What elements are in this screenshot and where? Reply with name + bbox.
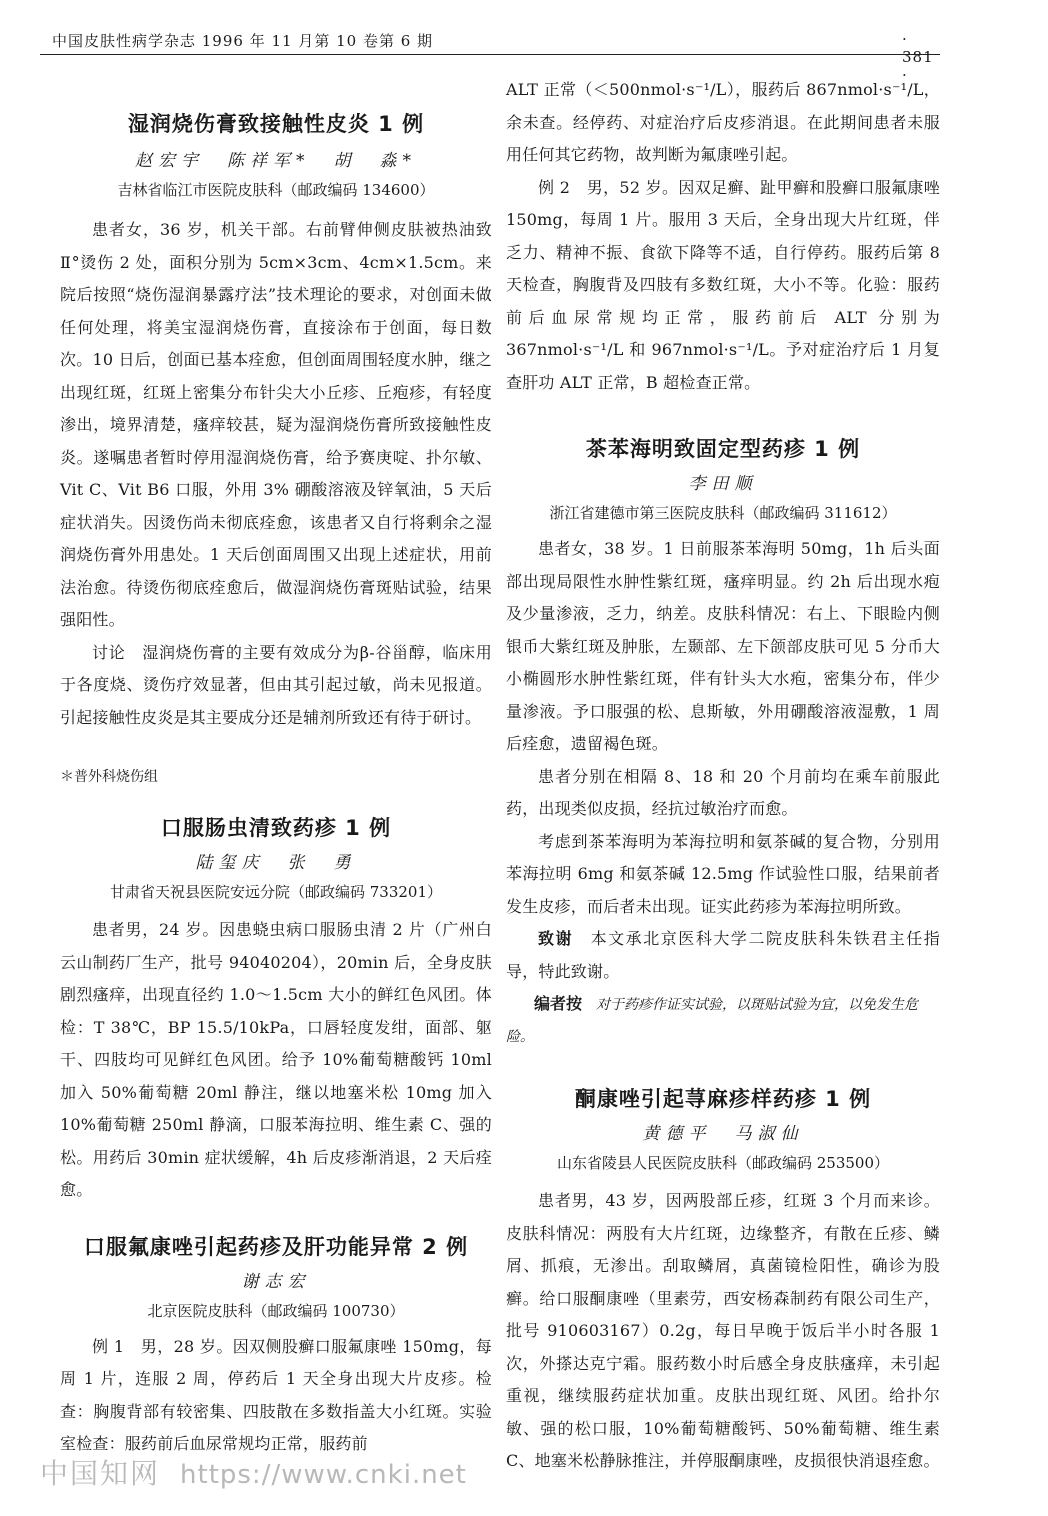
article-affiliation: 甘肃省天祝县医院安远分院（邮政编码 733201） [109, 883, 443, 901]
page-number: · 381 · [902, 30, 934, 84]
article-affiliation: 山东省陵县人民医院皮肤科（邮政编码 253500） [556, 1154, 890, 1172]
article-title: 酮康唑引起荨麻疹样药疹 1 例 [574, 1087, 872, 1111]
article-title: 口服氟康唑引起药疹及肝功能异常 2 例 [83, 1234, 469, 1259]
editor-note [506, 988, 940, 1053]
article-authors: 黄德平 马淑仙 [642, 1124, 804, 1144]
article-authors: 陆玺庆 张 勇 [195, 853, 357, 873]
article-dimenhydrinate-fixed-eruption [506, 433, 940, 1053]
article-paragraph: 考虑到茶苯海明为苯海拉明和氨茶碱的复合物，分别用苯海拉明 6mg 和氨茶碱 12.5mg 作试验性口服，结果前者发生皮疹，而后者未出现。证实此药疹为苯海拉明所致。 [506, 831, 940, 916]
article-paragraph: 讨论 湿润烧伤膏的主要有效成分为β-谷甾醇，临床用于各度烧、烫伤疗效显著，但由其引起过敏，尚未见报道。引起接触性皮炎是其主要成分还是辅剂所致还有待于研讨。 [60, 642, 492, 727]
article-authors: 谢志宏 [241, 1271, 311, 1292]
article-contact-dermatitis [60, 108, 492, 786]
cnki-watermark [40, 1452, 467, 1492]
left-column [60, 70, 492, 1461]
article-paragraph: 患者女，38 岁。1 日前服茶苯海明 50mg，1h 后头面部出现局限性水肿性紫红斑，瘙痒明显。约 2h 后出现水疱及少量渗液，乏力，纳差。皮肤科情况：右上、下眼睑内侧银币大紫红斑及肿胀，左颞部、左下颌部皮肤可见 5 分币大小椭圆形水肿性紫红斑，伴有针头大水疱，密集分布，伴少量渗液。予口服强的松、息斯敏，外用硼酸溶液湿敷，1 周后痊愈，遗留褐色斑。 [506, 539, 940, 753]
running-header [40, 26, 940, 84]
article-title: 湿润烧伤膏致接触性皮炎 1 例 [127, 112, 425, 136]
article-affiliation: 吉林省临江市医院皮肤科（邮政编码 134600） [117, 181, 435, 199]
article-affiliation: 浙江省建德市第三医院皮肤科（邮政编码 311612） [549, 504, 897, 522]
article-paragraph: 患者女，36 岁，机关干部。右前臂伸侧皮肤被热油致Ⅱ°烫伤 2 处，面积分别为 5cm×3cm、4cm×1.5cm。来院后按照“烧伤湿润暴露疗法”技术理论的要求，对创面未做任何处理，将美宝湿润烧伤膏，直接涂布于创面，每日数次。10 日后，创面已基本痊愈，但创面周围轻度水肿，继之出现红斑，红斑上密集分布针尖大小丘疹、丘疱疹，有轻度渗出，境界清楚，瘙痒较甚，疑为湿润烧伤膏所致接触性皮炎。遂嘱患者暂时停用湿润烧伤膏，给予赛庚啶、扑尔敏、Vit C、Vit B6 口服，外用 3% 硼酸溶液及锌氧油，5 天后症状消失。因烫伤尚未彻底痊愈，该患者又自行将剩余之湿润烧伤膏外用患处。1 天后创面周围又出现上述症状，用前法治愈。待烫伤彻底痊愈后，做湿润烧伤膏斑贴试验，结果强阳性。 [60, 220, 492, 629]
editor-note-lead: 编者按 [534, 994, 583, 1013]
watermark-brand: 中国知网 [40, 1457, 161, 1490]
footnote: ＊普外科烧伤组 [60, 769, 158, 785]
article-affiliation: 北京医院皮肤科（邮政编码 100730） [147, 1301, 405, 1320]
article-paragraph: ALT 正常（＜500nmol·s⁻¹/L），服药后 867nmol·s⁻¹/L，余未查。经停药、对症治疗后皮疹消退。在此期间患者未服用任何其它药物，故判断为氟康唑引起。 [506, 80, 940, 164]
article-fluconazole-continued [506, 74, 940, 399]
article-paragraph: 患者男，24 岁。因患蛲虫病口服肠虫清 2 片（广州白云山制药厂生产，批号 94040204），20min 后，全身皮肤剧烈瘙痒，出现直径约 1.0～1.5cm 大小的鲜红色风团。体检：T 38℃，BP 15.5/10kPa，口唇轻度发绀，面部、躯干、四肢均可见鲜红色风团。给予 10%葡萄糖酸钙 10ml 加入 50%葡萄糖 20ml 静注，继以地塞米松 10mg 加入 10%葡萄糖 250ml 静滴，口服苯海拉明、维生素 C、强的松。用药后 30min 症状缓解，4h 后皮疹渐消退，2 天后痊愈。 [60, 920, 492, 1199]
article-title: 口服肠虫清致药疹 1 例 [160, 816, 392, 840]
article-ketoconazole-urticaria [506, 1083, 940, 1478]
article-fluconazole-drug-eruption [60, 1231, 492, 1461]
article-paragraph: 例 1 男，28 岁。因双侧股癣口服氟康唑 150mg，每周 1 片，连服 2 周，停药后 1 天全身出现大片皮疹。检查：胸腹背部有较密集、四肢散在多数指盖大小红斑。实验室检查：服药前后血尿常规均正常，服药前 [60, 1336, 492, 1453]
journal-info: 中国皮肤性病学杂志 1996 年 11 月第 10 卷第 6 期 [52, 32, 434, 50]
acknowledgement-text: 本文承北京医科大学二院皮肤科朱铁君主任指导，特此致谢。 [506, 929, 940, 981]
article-authors: 李田顺 [688, 474, 758, 494]
article-title: 茶苯海明致固定型药疹 1 例 [585, 437, 861, 461]
article-paragraph: 患者男，43 岁，因两股部丘疹，红斑 3 个月而来诊。皮肤科情况：两股有大片红斑，边缘整齐，有散在丘疹、鳞屑、抓痕，无渗出。刮取鳞屑，真菌镜检阳性，确诊为股癣。给口服酮康唑（里素劳，西安杨森制药有限公司生产，批号 910603167）0.2g，每日早晚于饭后半小时各服 1 次，外搽达克宁霜。服药数小时后感全身皮肤瘙痒，未引起重视，继续服药症状加重。皮肤出现红斑、风团。给扑尔敏、强的松口服，10%葡萄糖酸钙、50%葡萄糖、维生素 C、地塞米松静脉推注，并停服酮康唑，皮损很快消退痊愈。 [506, 1191, 940, 1470]
article-paragraph: 患者分别在相隔 8、18 和 20 个月前均在乘车前服此药，出现类似皮损，经抗过敏治疗而愈。 [506, 766, 940, 818]
acknowledgement-lead: 致谢 [538, 929, 574, 948]
acknowledgement [506, 923, 940, 988]
right-column [506, 70, 940, 1478]
article-enterobius-drug-eruption [60, 812, 492, 1207]
watermark-url: https://www.cnki.net [180, 1460, 467, 1490]
editor-note-text: 对于药疹作证实试验，以斑贴试验为宜，以免发生危险。 [506, 997, 919, 1045]
article-paragraph: 例 2 男，52 岁。因双足癣、趾甲癣和股癣口服氟康唑 150mg，每周 1 片。服用 3 天后，全身出现大片红斑，伴乏力、精神不振、食欲下降等不适，自行停药。服药后第 8 天检查，胸腹背及四肢有多数红斑，大小不等。化验：服药前后血尿常规均正常，服药前后 ALT 分别为 367nmol·s⁻¹/L 和 967nmol·s⁻¹/L。予对症治疗后 1 月复查肝功 ALT 正常，B 超检查正常。 [506, 177, 940, 392]
article-authors: 赵宏宇 陈祥军* 胡 淼* [135, 151, 417, 171]
